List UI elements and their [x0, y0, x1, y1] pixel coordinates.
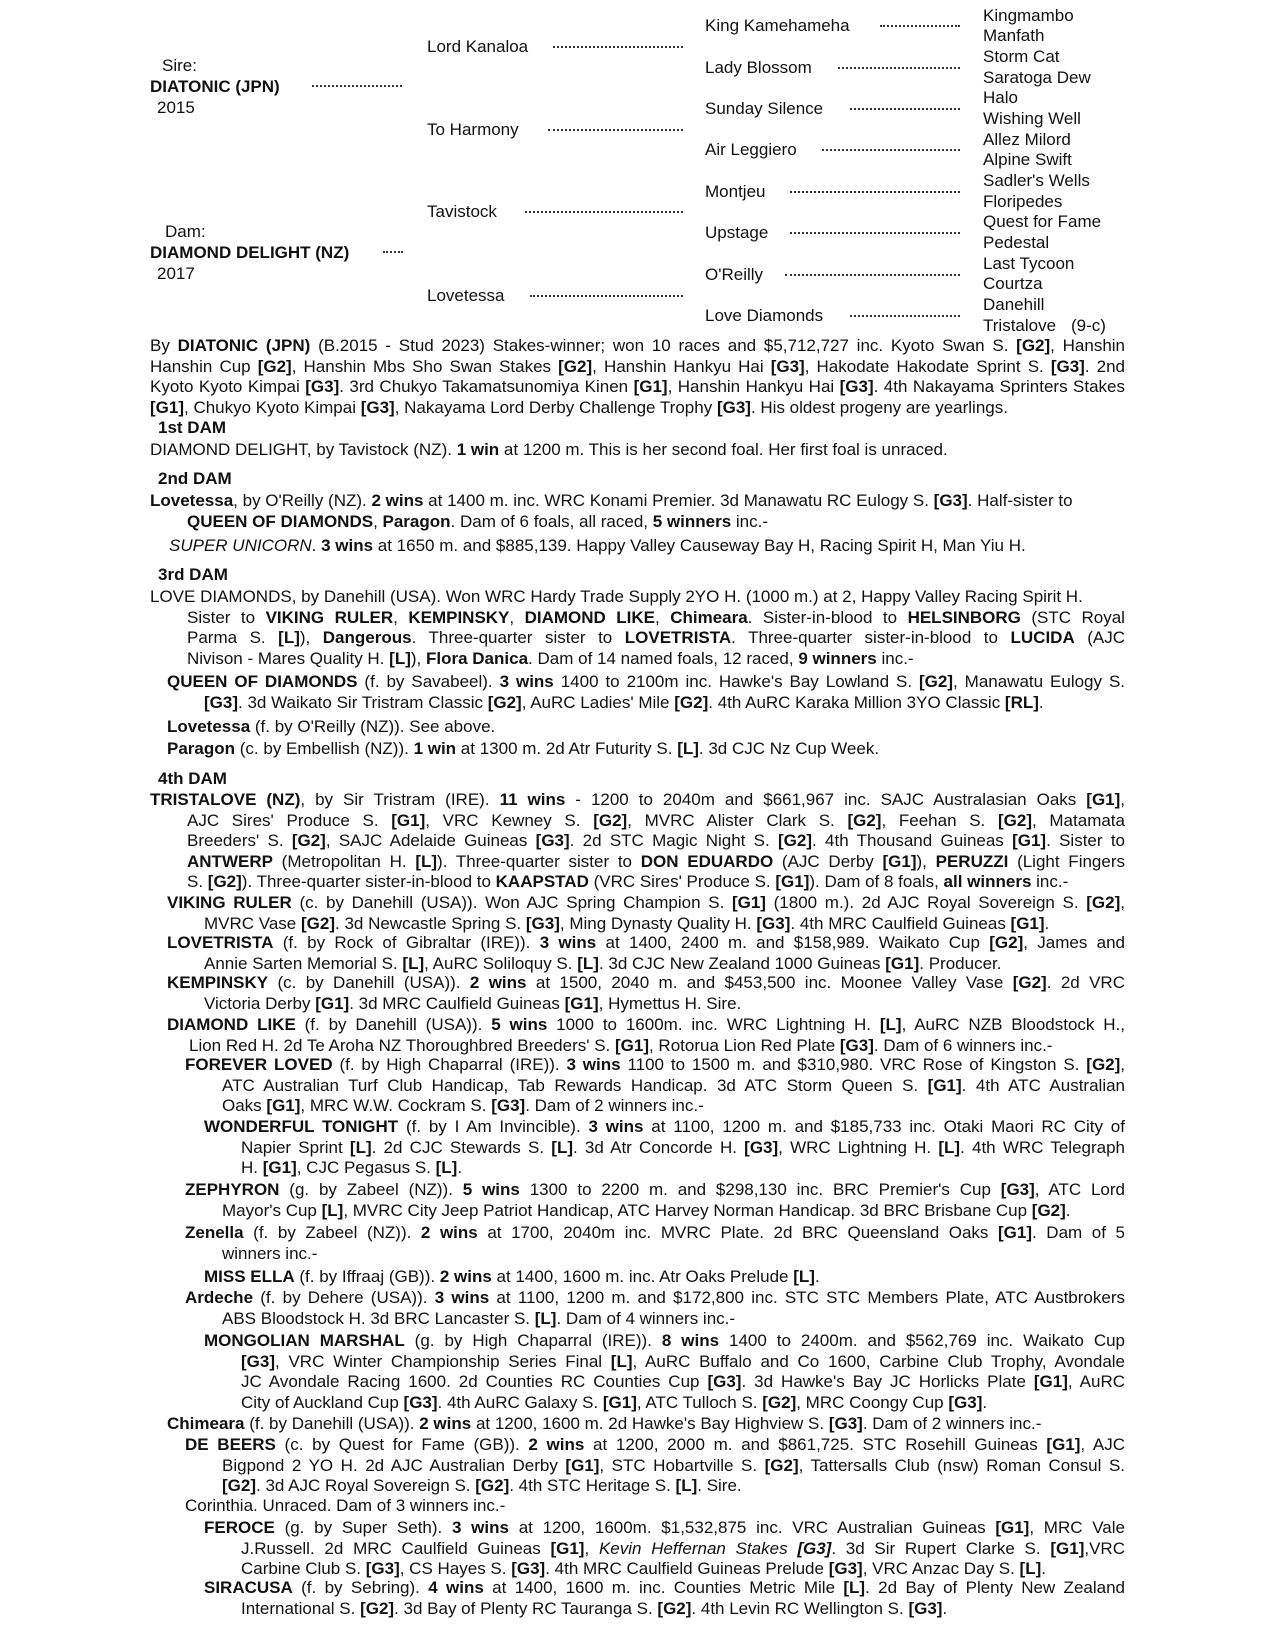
progeny-entry: [167, 973, 1125, 1014]
entry-line: Victoria Derby [G1]. 3d MRC Caulfield Guineas [G1], Hymettus H. Sire.: [204, 993, 742, 1013]
gen4-name: Quest for Fame: [983, 212, 1102, 231]
entry-line: Annie Sarten Memorial S. [L], AuRC Soliloquy S. [L]. 3d CJC New Zealand 1000 Guineas [G1]. Producer.: [204, 953, 1002, 973]
gen4-name: Saratoga Dew: [983, 68, 1091, 87]
entry-line: DIAMOND LIKE (f. by Danehill (USA)). 5 wins 1000 to 1600m. inc. WRC Lightning H. [L], AuRC NZB Bloodstock H.,: [167, 1015, 1125, 1034]
gen4-name: Alpine Swift: [983, 150, 1072, 169]
gen4-name: Allez Milord: [983, 130, 1071, 149]
connector: [838, 67, 960, 69]
entry-line: Bigpond 2 YO H. 2d AJC Australian Derby [G1], STC Hobartville S. [G2], Tattersalls Club (nsw) Roman Consul S.: [222, 1455, 1125, 1475]
progeny-entry: [204, 1331, 1125, 1413]
progeny-entry: [204, 1267, 1125, 1288]
entry-line: ATC Australian Turf Club Handicap, Tab Rewards Handicap. 3d ATC Storm Queen S. [G1]. 4th ATC Australian: [222, 1075, 1126, 1095]
gen3-name: Air Leggiero: [705, 140, 797, 159]
entry-line: Lion Red H. 2d Te Aroha NZ Thoroughbred Breeders' S. [G1], Rotorua Lion Red Plate [G3]. Dam of 6 winners inc.-: [189, 1035, 1053, 1055]
entry-line: MISS ELLA (f. by Iffraaj (GB)). 2 wins at 1400, 1600 m. inc. Atr Oaks Prelude [L].: [204, 1267, 820, 1286]
entry-line: Oaks [G1], MRC W.W. Cockram S. [G3]. Dam of 2 winners inc.-: [222, 1096, 704, 1115]
connector: [785, 274, 960, 276]
gen4-name: Danehill: [983, 295, 1045, 314]
gen2-name: Lord Kanaloa: [427, 37, 529, 56]
gen3-name: Montjeu: [705, 182, 766, 201]
second-dam-text: Lovetessa, by O'Reilly (NZ). 2 wins at 1400 m. inc. WRC Konami Premier. 3d Manawatu RC Eulogy S. [G3]. Half-sister to QUEEN OF DIAMONDS, Paragon. Dam of 6 foals, all raced, 5 winners inc.-: [150, 491, 1073, 531]
gen3-name: Love Diamonds: [705, 306, 824, 325]
first-dam-text: DIAMOND DELIGHT, by Tavistock (NZ). 1 win at 1200 m. This is her second foal. Her first foal is unraced.: [150, 440, 948, 459]
gen4-name: Kingmambo: [983, 6, 1074, 25]
progeny-lovetessa: Lovetessa (f. by O'Reilly (NZ)). See above.: [167, 717, 496, 736]
progeny-entry: [185, 1496, 1125, 1517]
entry-line: Zenella (f. by Zabeel (NZ)). 2 wins at 1700, 2040m inc. MVRC Plate. 2d BRC Queensland Oaks [G1]. Dam of 5: [185, 1223, 1125, 1242]
progeny-queen-of-diamonds: QUEEN OF DIAMONDS (f. by Savabeel). 3 wins 1400 to 2100m inc. Hawke's Bay Lowland S. [G2], Manawatu Eulogy S. [G3]. 3d Waikato Sir Tristram Classic [G2], AuRC Ladies' Mile [G2]. 4th AuRC Karaka Million 3YO Classic [RL].: [167, 672, 1126, 712]
entry-line: H. [G1], CJC Pegasus S. [L].: [241, 1158, 463, 1177]
progeny-entry: [185, 1288, 1125, 1329]
progeny-entry: [185, 1180, 1125, 1221]
heading-1st-dam: 1st DAM: [158, 418, 227, 437]
connector: [312, 85, 402, 87]
family-number: (9-c): [1071, 316, 1106, 335]
dam-name: DIAMOND DELIGHT (NZ): [150, 243, 350, 262]
gen4-name: Floripedes: [983, 192, 1063, 211]
sire-name: DIATONIC (JPN): [150, 77, 280, 96]
entry-line: LOVETRISTA (f. by Rock of Gibraltar (IRE)). 3 wins at 1400, 2400 m. and $158,989. Waikato Cup [G2], James and: [167, 933, 1126, 952]
gen2-name: To Harmony: [427, 120, 519, 139]
connector: [525, 211, 683, 213]
entry-line: TRISTALOVE (NZ), by Sir Tristram (IRE). 11 wins - 1200 to 2040m and $661,967 inc. SAJC Australasian Oaks [G1],: [150, 790, 1126, 809]
gen3-name: King Kamehameha: [705, 16, 850, 35]
entry-line: S. [G2]). Three-quarter sister-in-blood to KAAPSTAD (VRC Sires' Produce S. [G1]). Dam of 8 foals, all winners inc.-: [187, 872, 1069, 891]
entry-line: Mayor's Cup [L], MVRC City Jeep Patriot Handicap, ATC Harvey Norman Handicap. 3d BRC Brisbane Cup [G2].: [222, 1200, 1071, 1220]
entry-line: City of Auckland Cup [G3]. 4th AuRC Galaxy S. [G1], ATC Tulloch S. [G2], MRC Coongy Cup [G3].: [241, 1392, 988, 1412]
connector: [383, 251, 403, 253]
entry-line: Breeders' S. [G2], SAJC Adelaide Guineas [G3]. 2d STC Magic Night S. [G2]. 4th Thousand Guineas [G1]. Sister to: [187, 831, 1125, 850]
gen3-name: O'Reilly: [705, 265, 764, 284]
gen4-name: Last Tycoon: [983, 254, 1075, 273]
gen4-name: Halo: [983, 88, 1018, 107]
progeny-entry: [204, 1117, 1125, 1179]
progeny-entry: [167, 1414, 1125, 1435]
connector: [530, 295, 683, 297]
entry-line: [G3], VRC Winter Championship Series Final [L], AuRC Buffalo and Co 1600, Carbine Club Trophy, Avondale: [241, 1351, 1126, 1371]
entry-line: ANTWERP (Metropolitan H. [L]). Three-quarter sister to DON EDUARDO (AJC Derby [G1]), PERUZZI (Light Fingers: [187, 851, 1125, 871]
connector: [553, 46, 683, 48]
connector: [790, 191, 960, 193]
sire-year: 2015: [157, 98, 195, 117]
heading-4th-dam: 4th DAM: [158, 769, 227, 788]
entry-line: SIRACUSA (f. by Sebring). 4 wins at 1400, 1600 m. inc. Counties Metric Mile [L]. 2d Bay of Plenty New Zealand: [204, 1578, 1125, 1597]
dam-year: 2017: [157, 264, 195, 283]
gen3-name: Sunday Silence: [705, 99, 824, 118]
third-dam-text: LOVE DIAMONDS, by Danehill (USA). Won WRC Hardy Trade Supply 2YO H. (1000 m.) at 2, Happy Valley Racing Spirit H. Sister to VIKING RULER, KEMPINSKY, DIAMOND LIKE, Chimeara. Sister-in-blood to HELSINBORG (STC Royal Parma S. [L]), Dangerous. Three-quarter sister to LOVETRISTA. Three-quarter sister-in-blood to LUCIDA (AJC Nivison - Mares Quality H. [L]), Flora Danica. Dam of 14 named foals, 12 raced, 9 winners inc.-: [150, 587, 1126, 668]
gen4-name: Courtza: [983, 274, 1043, 293]
dam-label: Dam:: [165, 222, 206, 241]
gen3-name: Upstage: [705, 223, 769, 242]
entry-line: WONDERFUL TONIGHT (f. by I Am Invincible). 3 wins at 1100, 1200 m. and $185,733 inc. Otaki Maori RC City of: [204, 1117, 1125, 1136]
progeny-entry: [185, 1223, 1125, 1264]
gen4-name: Manfath: [983, 26, 1045, 45]
entry-line: International S. [G2]. 3d Bay of Plenty RC Tauranga S. [G2]. 4th Levin RC Wellington S. [G3].: [241, 1598, 948, 1618]
progeny-entry: [204, 1518, 1125, 1580]
sire-paragraph: By DIATONIC (JPN) (B.2015 - Stud 2023) Stakes-winner; won 10 races and $5,712,727 inc. Kyoto Swan S. [G2], Hanshin Hanshin Cup [G2], Hanshin Mbs Sho Swan Stakes [G2], Hanshin Hankyu Hai [G3], Hakodate Hakodate Sprint S. [G3]. 2nd Kyoto Kyoto Kimpai [G3]. 3rd Chukyo Takamatsunomiya Kinen [G1], Hanshin Hankyu Hai [G3]. 4th Nakayama Sprinters Stakes [G1], Chukyo Kyoto Kimpai [G3], Nakayama Lord Derby Challenge Trophy [G3]. His oldest progeny are yearlings.: [150, 336, 1126, 417]
entry-line: MVRC Vase [G2]. 3d Newcastle Spring S. [G3], Ming Dynasty Quality H. [G3]. 4th MRC Caulfield Guineas [G1].: [204, 913, 1050, 933]
entry-line: ZEPHYRON (g. by Zabeel (NZ)). 5 wins 1300 to 2200 m. and $298,130 inc. BRC Premier's Cup [G3], ATC Lord: [185, 1180, 1125, 1199]
entry-line: FEROCE (g. by Super Seth). 3 wins at 1200, 1600m. $1,532,875 inc. VRC Australian Guineas [G1], MRC Vale: [204, 1518, 1125, 1537]
progeny-entry: [185, 1435, 1125, 1497]
connector: [850, 108, 960, 110]
entry-line: Chimeara (f. by Danehill (USA)). 2 wins at 1200, 1600 m. 2d Hawke's Bay Highview S. [G3]. Dam of 2 winners inc.-: [167, 1414, 1042, 1433]
entry-line: VIKING RULER (c. by Danehill (USA)). Won AJC Spring Champion S. [G1] (1800 m.). 2d AJC Royal Sovereign S. [G2],: [167, 893, 1125, 912]
progeny-paragon: Paragon (c. by Embellish (NZ)). 1 win at 1300 m. 2d Atr Futurity S. [L]. 3d CJC Nz Cup Week.: [167, 739, 880, 758]
gen4-name: Wishing Well: [983, 109, 1081, 128]
entry-line: MONGOLIAN MARSHAL (g. by High Chaparral (IRE)). 8 wins 1400 to 2400m. and $562,769 inc. Waikato Cup: [204, 1331, 1126, 1350]
gen3-name: Lady Blossom: [705, 58, 812, 77]
connector: [790, 232, 960, 234]
progeny-entry: [167, 1015, 1125, 1056]
entry-line: ABS Bloodstock H. 3d BRC Lancaster S. [L]. Dam of 4 winners inc.-: [222, 1308, 736, 1328]
connector: [850, 315, 960, 317]
sire-label: Sire:: [162, 56, 197, 75]
entry-line: Ardeche (f. by Dehere (USA)). 3 wins at 1100, 1200 m. and $172,800 inc. STC STC Members Plate, ATC Austbrokers: [185, 1288, 1125, 1307]
entry-line: KEMPINSKY (c. by Danehill (USA)). 2 wins at 1500, 2040 m. and $453,500 inc. Moonee Valley Vase [G2]. 2d VRC: [167, 973, 1125, 992]
gen2-name: Lovetessa: [427, 286, 505, 305]
progeny-entry: [167, 893, 1125, 934]
gen4-name: Tristalove: [983, 316, 1057, 335]
entry-line: AJC Sires' Produce S. [G1], VRC Kewney S. [G2], MVRC Alister Clark S. [G2], Feehan S. [G2], Matamata: [187, 810, 1125, 830]
entry-line: J.Russell. 2d MRC Caulfield Guineas [G1], Kevin Heffernan Stakes [G3]. 3d Sir Rupert Clarke S. [G1],VRC: [241, 1538, 1125, 1558]
connector: [548, 129, 683, 131]
entry-line: FOREVER LOVED (f. by High Chaparral (IRE)). 3 wins 1100 to 1500 m. and $310,980. VRC Rose of Kingston S. [G2],: [185, 1055, 1126, 1074]
progeny-entry: [185, 1055, 1125, 1117]
gen4-name: Pedestal: [983, 233, 1050, 252]
connector: [880, 25, 960, 27]
gen4-name: Storm Cat: [983, 47, 1060, 66]
entry-line: Napier Sprint [L]. 2d CJC Stewards S. [L]. 3d Atr Concorde H. [G3], WRC Lightning H. [L]. 4th WRC Telegraph: [241, 1137, 1125, 1157]
entry-line: [G2]. 3d AJC Royal Sovereign S. [G2]. 4th STC Heritage S. [L]. Sire.: [222, 1476, 742, 1495]
progeny-entry: [204, 1578, 1125, 1619]
gen2-name: Tavistock: [427, 202, 497, 221]
entry-line: Carbine Club S. [G3], CS Hayes S. [G3]. 4th MRC Caulfield Guineas Prelude [G3], VRC Anzac Day S. [L].: [241, 1559, 1046, 1578]
progeny-super-unicorn: SUPER UNICORN. 3 wins at 1650 m. and $885,139. Happy Valley Causeway Bay H, Racing Spirit H, Man Yiu H.: [169, 536, 1026, 555]
entry-line: winners inc.-: [222, 1243, 318, 1263]
entry-line: JC Avondale Racing 1600. 2d Counties RC Counties Cup [G3]. 3d Hawke's Bay JC Horlicks Plate [G1], AuRC: [241, 1372, 1125, 1391]
connector: [822, 149, 960, 151]
heading-2nd-dam: 2nd DAM: [158, 469, 232, 488]
gen4-name: Sadler's Wells: [983, 171, 1090, 190]
heading-3rd-dam: 3rd DAM: [158, 565, 228, 584]
entry-line: DE BEERS (c. by Quest for Fame (GB)). 2 wins at 1200, 2000 m. and $861,725. STC Rosehill Guineas [G1], AJC: [185, 1435, 1125, 1454]
progeny-entry: [167, 933, 1125, 974]
entry-line: Corinthia. Unraced. Dam of 3 winners inc.-: [185, 1496, 506, 1515]
fourth-dam-entry: [150, 790, 1125, 893]
